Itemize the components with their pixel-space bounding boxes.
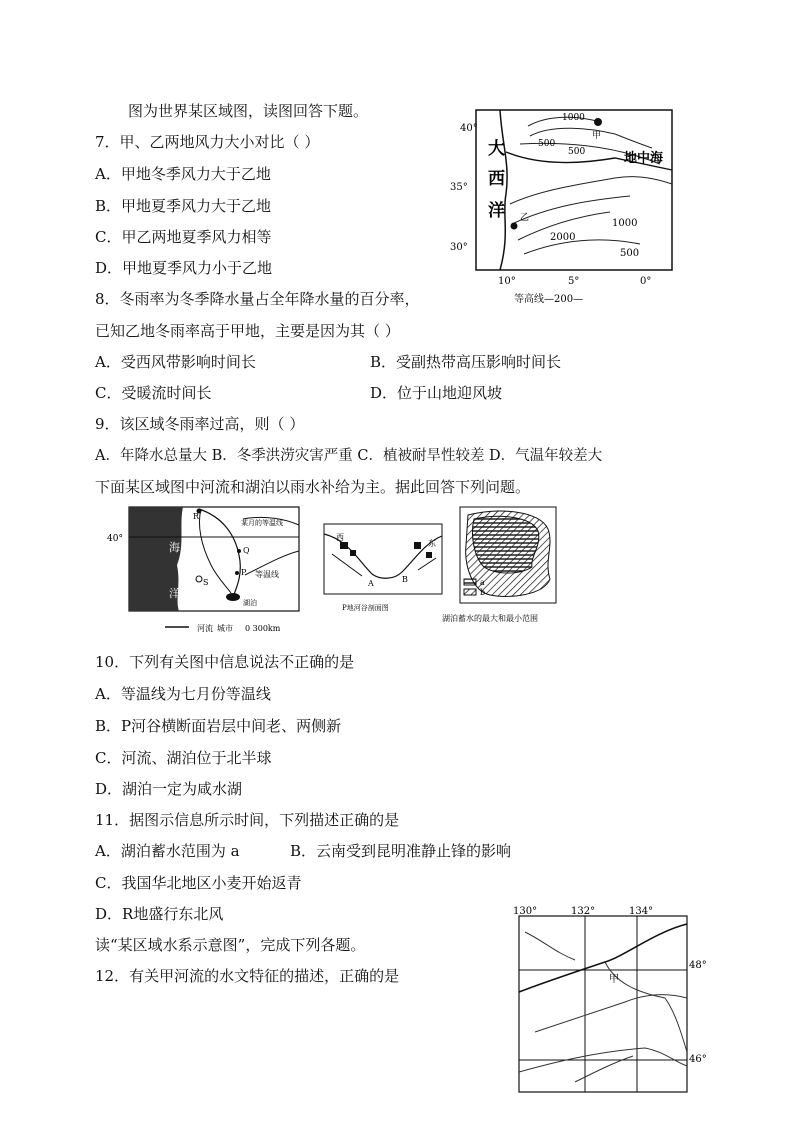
intro-2: 下面某区域图中河流和湖泊以雨水补给为主。据此回答下列问题。 — [95, 478, 531, 496]
fig2-isotherm: 等温线 — [255, 570, 279, 579]
q11-option-d: D．R地盛行东北风 — [95, 905, 224, 923]
fig1-legend: 等高线—200— — [514, 294, 584, 304]
q7-option-d: D．甲地夏季风力小于乙地 — [95, 259, 273, 277]
fig5-jia: 甲 — [609, 974, 619, 985]
fig2-isotherm-label: 某月的等温线 — [241, 519, 283, 527]
fig1-contour-500c: 500 — [620, 248, 640, 259]
fig2-legend-city: 城市 — [217, 624, 233, 633]
q10-option-c: C．河流、湖泊位于北半球 — [95, 749, 272, 767]
fig5-lat-48: 48° — [689, 960, 707, 971]
fig1-lon-0: 0° — [640, 276, 652, 287]
q10-option-d: D．湖泊一定为咸水湖 — [95, 780, 243, 798]
fig2-legend-river: 河流 — [197, 624, 213, 633]
fig3-caption: P地河谷剖面图 — [342, 604, 389, 612]
fig1-jia: 甲 — [592, 131, 602, 141]
fig2-legend-scale: 0 300km — [245, 624, 281, 633]
fig2-p: P — [241, 568, 247, 577]
q7-option-a: A．甲地冬季风力大于乙地 — [95, 165, 271, 183]
figure-valley-section — [318, 520, 448, 620]
fig1-contour-1000: 1000 — [562, 113, 585, 123]
fig1-contour-2000: 2000 — [550, 232, 576, 243]
figure-lake-extent — [440, 505, 570, 630]
fig3-east: 东 — [428, 539, 436, 548]
fig1-ocean-3: 洋 — [488, 201, 505, 221]
q8-option-a: A．受西风带影响时间长 — [95, 353, 256, 371]
fig1-yi: 乙 — [520, 213, 530, 223]
fig3-west: 西 — [336, 533, 344, 542]
q9-options: A．年降水总量大 B．冬季洪涝灾害严重 C．植被耐旱性较差 D．气温年较差大 — [95, 448, 603, 464]
q11-option-b: B．云南受到昆明准静止锋的影响 — [290, 842, 512, 860]
fig2-lat: 40° — [107, 534, 123, 544]
fig4-b: b — [480, 588, 486, 597]
q8-stem-2: 已知乙地冬雨率高于甲地，主要是因为其（ ） — [95, 322, 400, 340]
fig1-contour-1000b: 1000 — [612, 218, 638, 229]
q8-option-b: B．受副热带高压影响时间长 — [370, 353, 562, 371]
q11-stem: 11．据图示信息所示时间，下列描述正确的是 — [95, 811, 400, 829]
fig1-contour-500a: 500 — [538, 139, 556, 149]
fig2-sea-1: 海 — [169, 541, 180, 554]
q10-option-a: A．等温线为七月份等温线 — [95, 685, 271, 703]
fig3-b: B — [402, 575, 408, 584]
fig2-s: S — [203, 578, 209, 587]
fig5-lat-46: 46° — [689, 1054, 707, 1065]
q8-stem: 8．冬雨率为冬季降水量占全年降水量的百分率， — [95, 290, 420, 308]
q9-stem: 9．该区域冬雨率过高，则（ ） — [95, 415, 305, 433]
fig4-caption: 湖泊蓄水的最大和最小范围 — [442, 614, 538, 623]
fig1-ocean-1: 大 — [488, 139, 505, 159]
intro-3: 读“某区域水系示意图”，完成下列各题。 — [95, 936, 366, 954]
intro-1: 图为世界某区域图，读图回答下题。 — [128, 102, 369, 120]
q12-stem: 12．有关甲河流的水文特征的描述，正确的是 — [95, 967, 400, 985]
fig1-lon-5: 5° — [568, 276, 580, 287]
q8-option-c: C．受暖流时间长 — [95, 384, 212, 402]
fig4-a: a — [480, 578, 485, 587]
fig1-sea: 地中海 — [624, 151, 664, 166]
fig2-q: Q — [243, 546, 250, 555]
figure-river-map — [105, 505, 305, 635]
fig1-lat-40: 40° — [460, 123, 478, 134]
q11-option-c: C．我国华北地区小麦开始返青 — [95, 874, 302, 892]
figure-river-system — [505, 902, 715, 1098]
fig2-sea-2: 洋 — [169, 587, 180, 600]
q10-stem: 10．下列有关图中信息说法不正确的是 — [95, 653, 355, 671]
q11-option-a: A．湖泊蓄水范围为 a — [95, 842, 240, 860]
fig5-lon-132: 132° — [571, 906, 596, 917]
fig3-a: A — [368, 579, 374, 588]
fig2-r: R — [193, 512, 200, 521]
fig5-lon-130: 130° — [513, 906, 538, 917]
fig1-lon-10: 10° — [498, 276, 516, 287]
q10-option-b: B．P河谷横断面岩层中间老、两侧新 — [95, 717, 342, 735]
figure-region-map — [440, 104, 680, 304]
fig1-ocean-2: 西 — [488, 169, 505, 189]
fig1-contour-500b: 500 — [568, 147, 586, 157]
fig1-lat-30: 30° — [450, 242, 468, 253]
fig5-lon-134: 134° — [629, 906, 654, 917]
fig2-lake: 湖泊 — [243, 599, 257, 607]
q7-stem: 7．甲、乙两地风力大小对比（ ） — [95, 133, 320, 151]
q8-option-d: D．位于山地迎风坡 — [370, 384, 503, 402]
q7-option-b: B．甲地夏季风力大于乙地 — [95, 197, 272, 215]
q7-option-c: C．甲乙两地夏季风力相等 — [95, 228, 272, 246]
fig1-lat-35: 35° — [450, 182, 468, 193]
